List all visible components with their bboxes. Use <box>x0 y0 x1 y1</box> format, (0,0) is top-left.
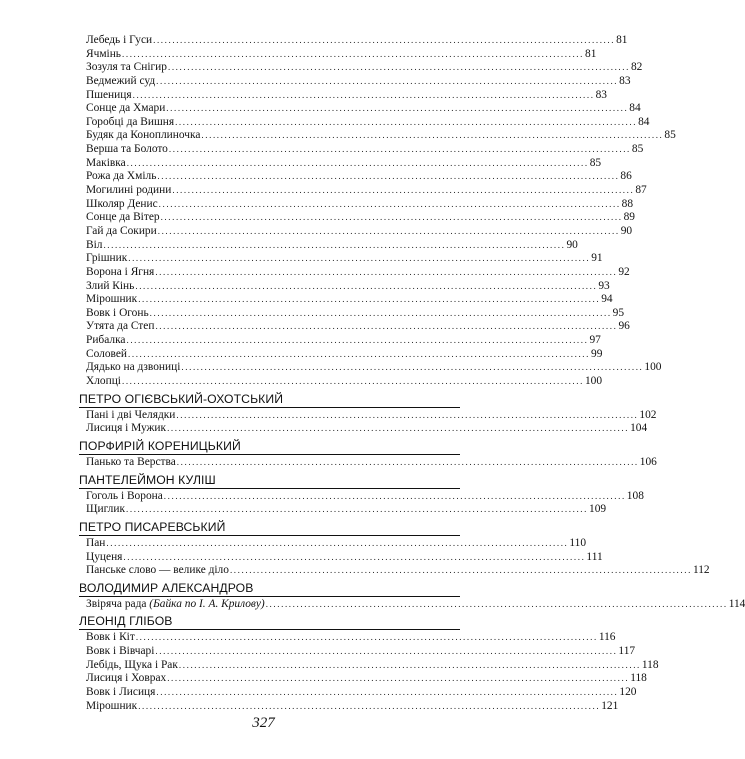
toc-entry-title <box>86 89 132 103</box>
toc-entry-title <box>86 225 157 239</box>
toc-entry-title-text: Могилині родини <box>86 184 172 197</box>
toc-entry-page: 82 <box>630 61 643 74</box>
author-section <box>79 519 710 578</box>
toc-entry-page: 83 <box>595 88 607 101</box>
dot-leader: ........................................................................................................................ <box>229 565 692 576</box>
toc-entry-page: 99 <box>591 347 603 360</box>
toc-entry-title-text: Ячмінь <box>86 47 121 60</box>
toc-entry <box>79 252 603 266</box>
toc-entry-page: 83 <box>619 74 631 87</box>
author-heading: ЛЕОНІД ГЛІБОВ <box>79 613 460 630</box>
toc-entry-title-text: Хлопці <box>86 375 121 388</box>
toc-entry-page: 85 <box>631 143 644 156</box>
toc-entry-title-text: Маківка <box>86 156 126 169</box>
toc-entry-page: 100 <box>644 361 662 374</box>
toc-entry-title <box>86 307 149 321</box>
toc-entry-title <box>86 503 125 517</box>
dot-leader: ........................................................................................................................ <box>201 130 664 141</box>
toc-entry <box>79 685 637 700</box>
toc-entry-title-text: Горобці да Вишня <box>86 115 175 128</box>
toc-entry-title <box>86 537 105 551</box>
dot-leader: ........................................................................................................................ <box>138 700 601 711</box>
toc-entry-title <box>86 157 126 171</box>
toc-entry <box>79 564 710 578</box>
toc-entry-title-text: Цуценя <box>86 550 123 563</box>
dot-leader: ........................................................................................................................ <box>103 239 566 250</box>
toc-entry-page: 84 <box>638 115 650 128</box>
toc-entry-title <box>86 672 166 686</box>
dot-leader: ........................................................................................................................ <box>155 321 618 332</box>
toc-entry <box>79 320 630 334</box>
toc-entry-page: 100 <box>584 375 603 388</box>
toc-entry-page: 81 <box>616 34 628 46</box>
toc-entry-page: 93 <box>598 279 610 292</box>
toc-entry-page: 118 <box>630 672 647 685</box>
toc-entry-page: 95 <box>612 306 625 319</box>
toc-entry <box>79 293 613 307</box>
toc-entry-title-text: Злий Кінь <box>86 279 135 292</box>
dot-leader: ........................................................................................................................ <box>158 198 621 209</box>
toc-entry <box>79 279 610 294</box>
dot-leader: ........................................................................................................................ <box>163 490 626 501</box>
toc-entry <box>79 503 607 517</box>
toc-entry <box>79 102 641 116</box>
toc-entry-title <box>86 631 135 645</box>
dot-leader: ........................................................................................................................ <box>181 362 644 373</box>
dot-leader: ........................................................................................................................ <box>166 103 629 114</box>
author-section <box>79 472 644 517</box>
toc-entry-title <box>86 280 134 294</box>
toc-entry-title-text: Мірошник <box>86 293 138 306</box>
toc-entry <box>79 489 644 504</box>
toc-entry-title <box>86 409 175 423</box>
toc-entry-title-text: Соловей <box>86 347 127 360</box>
toc-entry <box>79 672 647 686</box>
toc-entry-title-text: Пані і дві Челядки <box>86 408 176 421</box>
toc-entry-page: 88 <box>621 197 634 210</box>
toc-entry-title <box>86 348 127 362</box>
dot-leader: ........................................................................................................................ <box>156 686 619 697</box>
toc-entry-subtitle: (Байка по І. А. Крилову) <box>149 597 265 610</box>
toc-entry <box>79 143 644 157</box>
toc-entry-title-text: Вовк і Кіт <box>86 631 135 644</box>
toc-entry-title-text: Панське слово — велике діло <box>86 564 229 577</box>
toc-entry-page: 121 <box>601 699 619 712</box>
toc-entry-title <box>86 659 178 673</box>
toc-entry <box>79 658 659 673</box>
toc-entry-title-text: Пшениця <box>86 88 132 101</box>
toc-entry-title-text: Ведмежий суд <box>86 74 156 87</box>
toc-entry-page: 85 <box>664 129 676 142</box>
toc-entry-title-text: Мірошник <box>86 699 138 712</box>
toc-entry-title <box>86 422 166 436</box>
toc-entry-page: 89 <box>623 211 635 224</box>
toc-entry-title <box>86 334 125 348</box>
dot-leader: ........................................................................................................................ <box>123 551 586 562</box>
toc-entry-title-text: Лисиця і Мужик <box>86 422 167 435</box>
toc-entry-title <box>86 102 165 116</box>
toc-entry <box>79 645 636 659</box>
toc-entry <box>79 361 662 375</box>
toc-entry-title-text: Сонце да Хмари <box>86 102 166 115</box>
table-of-contents <box>79 34 745 713</box>
toc-entry-title <box>86 129 200 143</box>
toc-entry-page: 90 <box>566 238 578 251</box>
page-number: 327 <box>252 715 275 731</box>
toc-entry-title-text: Школяр Денис <box>86 197 158 210</box>
toc-entry-title <box>86 645 154 659</box>
toc-entry-title <box>86 375 121 389</box>
toc-entry <box>79 265 630 280</box>
toc-entry <box>79 34 628 48</box>
toc-entry-title <box>86 266 154 280</box>
toc-entry <box>79 74 631 89</box>
toc-entry-page: 86 <box>620 170 632 183</box>
dot-leader: ........................................................................................................................ <box>178 659 641 670</box>
dot-leader: ........................................................................................................................ <box>135 632 598 643</box>
toc-entry-title <box>86 686 155 700</box>
dot-leader: ........................................................................................................................ <box>126 157 589 168</box>
dot-leader: ........................................................................................................................ <box>122 48 584 59</box>
author-section <box>79 438 657 470</box>
toc-entry-title <box>86 564 229 578</box>
toc-entry-page: 116 <box>598 631 616 644</box>
toc-entry <box>79 47 597 62</box>
toc-entry-title-text: Панько та Верства <box>86 455 176 468</box>
toc-entry-page: 106 <box>639 455 657 468</box>
toc-entry-title-text: Верша та Болото <box>86 143 168 156</box>
author-section <box>79 580 745 612</box>
author-section <box>79 391 657 436</box>
toc-entry-page: 97 <box>589 334 601 347</box>
toc-entry-title-text: Гай да Сокири <box>86 224 157 237</box>
dot-leader: ........................................................................................................................ <box>168 144 631 155</box>
toc-entry-title <box>86 239 102 253</box>
toc-entry-page: 90 <box>620 224 633 237</box>
dot-leader: ........................................................................................................................ <box>155 266 618 277</box>
toc-entry <box>79 422 648 436</box>
toc-entry-title-text: Рибалка <box>86 334 126 347</box>
toc-entry-title-text: Вовк і Лисиця <box>86 685 156 698</box>
toc-entry <box>79 347 603 362</box>
dot-leader: ........................................................................................................................ <box>167 423 630 434</box>
toc-continued-list <box>79 34 676 389</box>
dot-leader: ........................................................................................................................ <box>155 646 618 657</box>
toc-entry-title <box>86 34 152 48</box>
toc-entry-page: 91 <box>591 252 603 265</box>
toc-entry-page: 118 <box>641 658 659 671</box>
toc-entry <box>79 184 647 198</box>
toc-entry <box>79 238 578 253</box>
toc-entry-title <box>86 490 163 504</box>
toc-entry-page: 96 <box>618 320 630 333</box>
toc-entry-title-text: Грішник <box>86 252 128 265</box>
toc-entry-title-text: Лисиця і Ховрах <box>86 672 167 685</box>
toc-entry-title-text: Звіряча рада <box>86 597 147 610</box>
toc-entry-title <box>86 361 180 375</box>
toc-entry-page: 109 <box>589 503 607 516</box>
toc-entry <box>79 129 676 143</box>
toc-entry-title <box>86 252 127 266</box>
toc-entry-page: 110 <box>569 536 587 549</box>
toc-entry-page: 112 <box>692 564 710 577</box>
dot-leader: ........................................................................................................................ <box>156 75 619 86</box>
dot-leader: ........................................................................................................................ <box>132 89 595 100</box>
dot-leader: ........................................................................................................................ <box>176 456 639 467</box>
toc-entry-title <box>86 700 137 714</box>
dot-leader: ........................................................................................................................ <box>135 280 598 291</box>
dot-leader: ........................................................................................................................ <box>167 673 630 684</box>
toc-entry-title <box>86 293 137 307</box>
toc-entry <box>79 88 607 103</box>
toc-entry-title-text: Лебедь і Гуси <box>86 34 153 46</box>
toc-entry-title <box>86 48 121 62</box>
toc-entry <box>79 550 603 565</box>
toc-entry-title <box>86 320 154 334</box>
toc-entry-title-text: Дядько на дзвониці <box>86 361 181 374</box>
toc-entry-title <box>86 211 160 225</box>
toc-entry-page: 114 <box>728 597 745 610</box>
toc-entry-title <box>86 184 171 198</box>
dot-leader: ........................................................................................................................ <box>153 35 616 45</box>
toc-entry-title-text: Вовк і Огонь <box>86 306 149 319</box>
toc-entry-page: 81 <box>585 47 597 60</box>
toc-entry-title-text: Ворона і Ягня <box>86 265 155 278</box>
toc-entry-title <box>86 116 174 130</box>
toc-entry-title-text: Зозуля та Снігир <box>86 61 167 74</box>
toc-entry <box>79 224 633 239</box>
toc-sections <box>79 391 745 714</box>
toc-entry-page: 120 <box>619 685 637 698</box>
toc-entry-title <box>86 598 265 612</box>
toc-entry-title <box>86 551 122 565</box>
toc-entry-title-text: Лебідь, Щука і Рак <box>86 658 178 671</box>
toc-entry <box>79 306 625 321</box>
toc-entry-title <box>86 75 155 89</box>
author-heading: ПОРФИРІЙ КОРЕНИЦЬКИЙ <box>79 438 460 455</box>
toc-entry-page: 102 <box>639 408 657 421</box>
toc-entry <box>79 375 603 389</box>
toc-entry-title <box>86 456 176 470</box>
dot-leader: ........................................................................................................................ <box>128 253 591 264</box>
toc-entry <box>79 197 634 212</box>
dot-leader: ........................................................................................................................ <box>138 294 601 305</box>
dot-leader: ........................................................................................................................ <box>160 212 623 223</box>
toc-entry-title <box>86 170 156 184</box>
toc-entry <box>79 699 619 714</box>
dot-leader: ........................................................................................................................ <box>126 504 588 515</box>
toc-entry-title <box>86 198 158 212</box>
author-heading: ПЕТРО ПИСАРЕВСЬКИЙ <box>79 519 460 536</box>
toc-entry-title-text: Пан <box>86 536 106 549</box>
toc-entry <box>79 455 657 470</box>
dot-leader: ........................................................................................................................ <box>126 335 589 346</box>
toc-entry <box>79 631 616 645</box>
dot-leader: ........................................................................................................................ <box>121 376 584 387</box>
toc-entry <box>79 115 650 130</box>
dot-leader: ........................................................................................................................ <box>149 307 612 318</box>
toc-entry-page: 84 <box>629 102 641 115</box>
toc-entry <box>79 597 745 612</box>
author-heading: ВОЛОДИМИР АЛЕКСАНДРОВ <box>79 580 460 597</box>
dot-leader: ........................................................................................................................ <box>265 598 728 609</box>
toc-entry-page: 94 <box>601 293 613 306</box>
toc-entry-title-text: Віл <box>86 238 103 251</box>
toc-entry-page: 108 <box>626 489 644 502</box>
author-heading: ПЕТРО ОГІЄВСЬКИЙ-ОХОТСЬКИЙ <box>79 391 460 408</box>
toc-entry <box>79 334 601 348</box>
toc-entry-page: 87 <box>635 184 647 197</box>
toc-entry <box>79 61 643 75</box>
toc-entry-title-text: Будяк да Коноплиночка <box>86 129 201 142</box>
toc-entry-title-text: Щиглик <box>86 503 125 516</box>
dot-leader: ........................................................................................................................ <box>128 348 590 359</box>
toc-entry-title-text: Гоголь і Ворона <box>86 489 163 502</box>
toc-entry-title-text: Утята да Степ <box>86 320 155 333</box>
dot-leader: ........................................................................................................................ <box>106 537 569 548</box>
toc-entry-page: 85 <box>589 156 602 169</box>
dot-leader: ........................................................................................................................ <box>157 171 620 182</box>
author-section <box>79 613 659 713</box>
dot-leader: ........................................................................................................................ <box>167 62 630 73</box>
toc-entry-title-text: Сонце да Вітер <box>86 211 160 224</box>
dot-leader: ........................................................................................................................ <box>157 225 620 236</box>
toc-entry-title <box>86 61 167 75</box>
toc-entry-title <box>86 143 168 157</box>
toc-entry-title-text: Вовк і Вівчарі <box>86 645 155 658</box>
dot-leader: ........................................................................................................................ <box>175 116 638 127</box>
toc-entry <box>79 536 587 551</box>
toc-entry-title-text: Рожа да Хміль <box>86 170 157 183</box>
toc-entry-page: 104 <box>630 422 648 435</box>
toc-entry <box>79 156 602 171</box>
toc-entry <box>79 170 632 184</box>
dot-leader: ........................................................................................................................ <box>172 185 635 196</box>
toc-entry-page: 111 <box>586 550 603 563</box>
toc-entry-page: 92 <box>618 265 630 278</box>
toc-entry <box>79 408 657 423</box>
toc-entry <box>79 211 635 225</box>
author-heading: ПАНТЕЛЕЙМОН КУЛІШ <box>79 472 460 489</box>
dot-leader: ........................................................................................................................ <box>176 409 639 420</box>
toc-entry-page: 117 <box>618 645 636 658</box>
